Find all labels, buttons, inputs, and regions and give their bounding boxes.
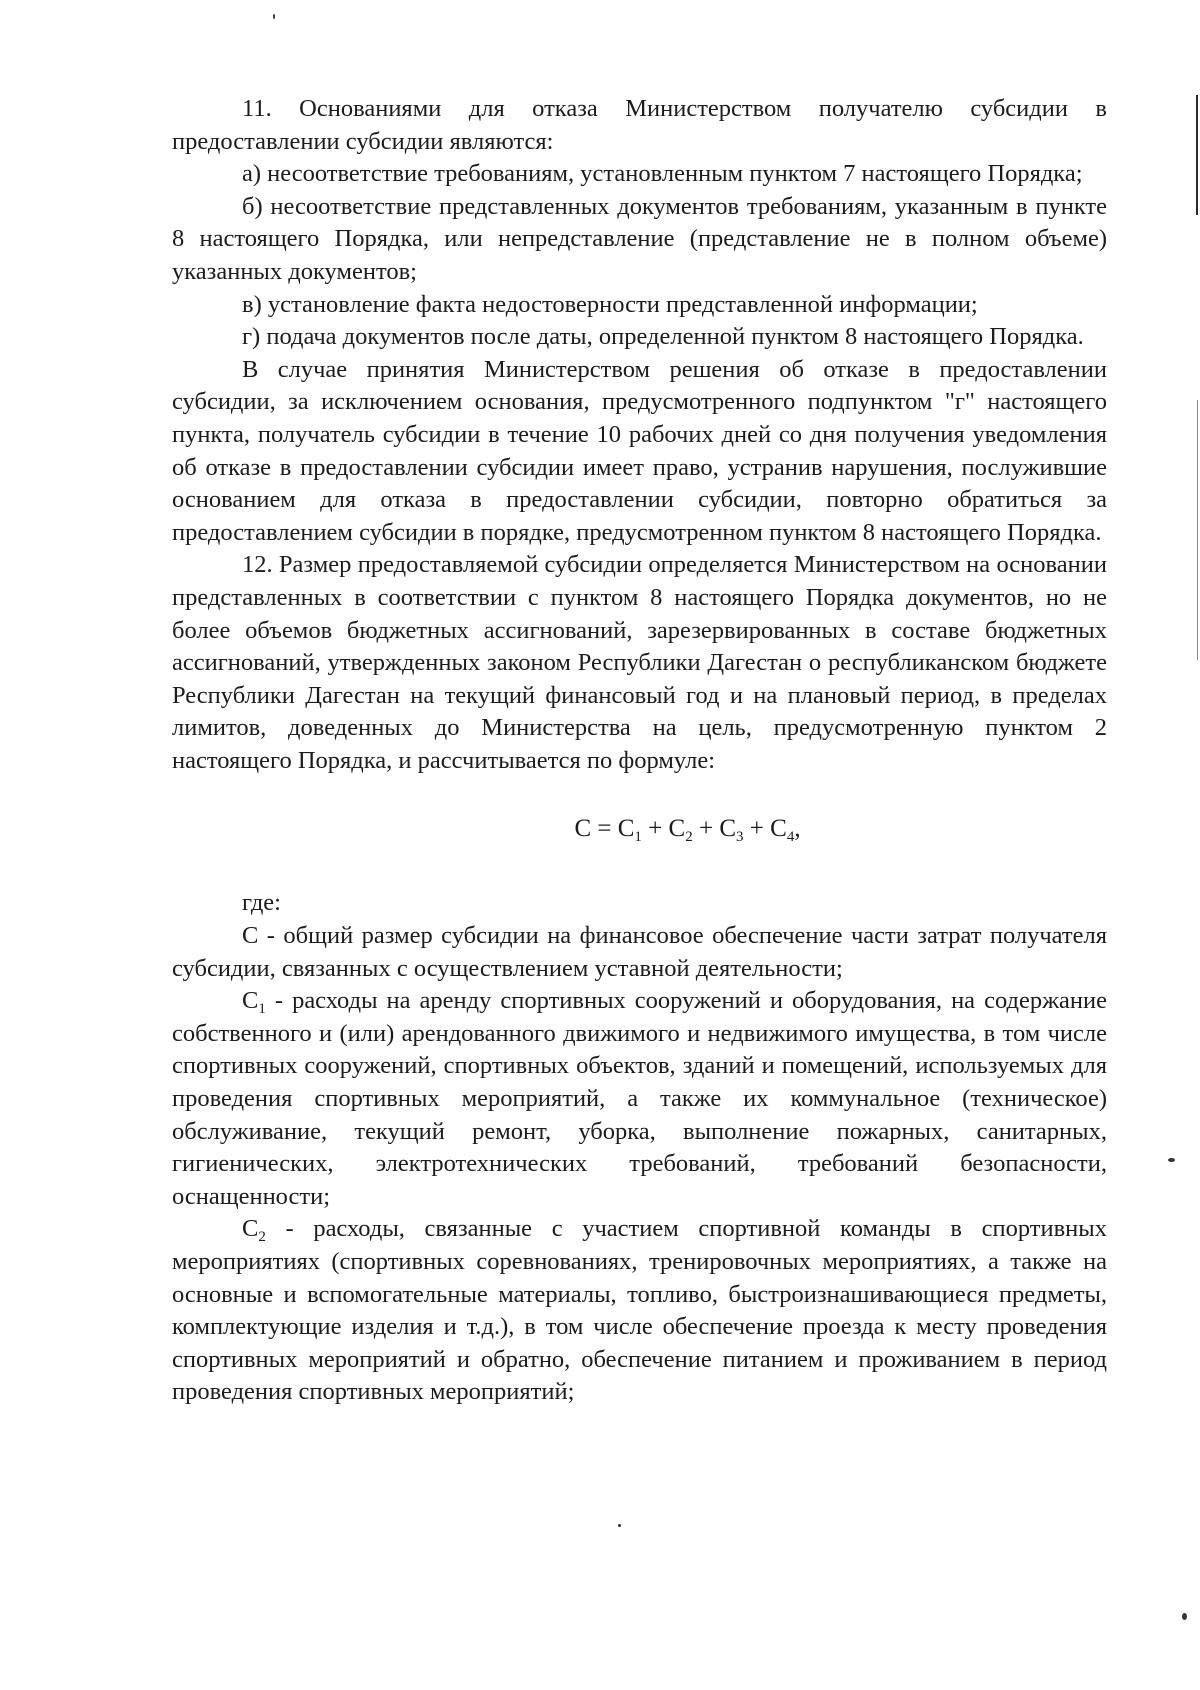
definition-c1-sub: 1 xyxy=(258,1001,266,1018)
formula-term-2: C xyxy=(668,815,686,843)
where-label: где: xyxy=(242,889,281,917)
definition-c1 xyxy=(172,985,1107,1213)
formula-sub-1: 1 xyxy=(634,829,642,846)
formula-term-4: C xyxy=(770,815,787,843)
scan-speck-right-1 xyxy=(1168,1158,1175,1162)
formula-plus-3: + xyxy=(743,815,771,843)
formula-sub-4: 4 xyxy=(786,829,795,846)
definition-c1-text: расходы на аренду спортивных сооружений и оборудования, на содержание собственного и (или) арендованного движимого и недвижимого имущества, в том числе спортивных сооружений, спортивных объектов, зданий и помещений, используемых для проведения спортивных мероприятий, а также их коммунальное (техническое) обслуживание, текущий ремонт, уборка, выполнение пожарных, санитарных, гигиенических, электротехнических требований, требований безопасности, оснащенности; xyxy=(172,987,1107,1210)
scan-edge-line-upper xyxy=(1196,95,1198,215)
paragraph-11-refusal: В случае принятия Министерством решения об отказе в предоставлении субсидии, за исключением основания, предусмотренного подпунктом "г" настоящего пункта, получатель субсидии в течение 10 рабочих дней со дня получения уведомления об отказе в предоставлении субсидии имеет право, устранив нарушения, послужившие основанием для отказа в предоставлении субсидии, повторно обратиться за предоставлением субсидии в порядке, предусмотренном пунктом 8 настоящего Порядка. xyxy=(172,355,1107,546)
scan-edge-line-middle xyxy=(1197,400,1198,660)
paragraph-11-intro: 11. Основаниями для отказа Министерством получателю субсидии в предоставлении субсидии являются: xyxy=(172,95,1107,155)
formula-plus-2: + xyxy=(692,815,720,843)
formula-term-1: C xyxy=(617,815,635,843)
definition-c2-text: расходы, связанные с участием спортивной команды в спортивных мероприятиях (спортивных соревнованиях, тренировочных мероприятиях, а также на основные и вспомогательные материалы, топливо, быстроизнашивающиеся предметы, комплектующие изделия и т.д.), в том числе обеспечение проезда к месту проведения спортивных мероприятий и обратно, обеспечение питанием и проживанием в период проведения спортивных мероприятий; xyxy=(172,1215,1107,1406)
definition-c2-dash: - xyxy=(265,1215,314,1243)
paragraph-11-b: б) несоответствие представленных документов требованиям, указанным в пункте 8 настоящего Порядка, или непредставление (представление не в полном объеме) указанных документов; xyxy=(172,192,1107,285)
formula-sub-3: 3 xyxy=(736,829,744,846)
formula-equals: = xyxy=(591,815,618,843)
paragraph-12-intro: 12. Размер предоставляемой субсидии определяется Министерством на основании представленных в соответствии с пунктом 8 настоящего Порядка документов, но не более объемов бюджетных ассигнований, зарезервированных в составе бюджетных ассигнований, утвержденных законом Республики Дагестан о республиканском бюджете Республики Дагестан на текущий финансовый год и на плановый период, в пределах лимитов, доведенных до Министерства на цель, предусмотренную пунктом 2 настоящего Порядка, и рассчитывается по формуле: xyxy=(172,551,1107,774)
formula-lhs: C xyxy=(574,815,592,843)
scan-speck-top xyxy=(273,14,275,19)
formula-sub-2: 2 xyxy=(685,829,693,846)
paragraph-11-g: г) подача документов после даты, определенной пунктом 8 настоящего Порядка. xyxy=(242,323,1084,351)
definition-c1-dash: - xyxy=(265,987,293,1015)
paragraph-11-a: а) несоответствие требованиям, установленным пунктом 7 настоящего Порядка; xyxy=(242,160,1083,188)
scan-speck-right-2 xyxy=(1182,1613,1187,1620)
definition-c: С - общий размер субсидии на финансовое обеспечение части затрат получателя субсидии, связанных с осуществлением уставной деятельности; xyxy=(172,922,1107,982)
scan-speck-bottom xyxy=(618,1524,621,1527)
paragraph-11-v: в) установление факта недостоверности представленной информации; xyxy=(242,290,978,318)
definition-c1-symbol: С xyxy=(242,987,259,1015)
subsidy-formula xyxy=(172,813,1107,845)
document-body xyxy=(172,93,1107,1409)
definition-c2 xyxy=(172,1213,1107,1409)
definition-c2-sub: 2 xyxy=(258,1229,266,1246)
formula-plus-1: + xyxy=(641,815,669,843)
formula-term-3: C xyxy=(719,815,737,843)
formula-end: , xyxy=(794,815,801,843)
definition-c2-symbol: С xyxy=(242,1215,259,1243)
